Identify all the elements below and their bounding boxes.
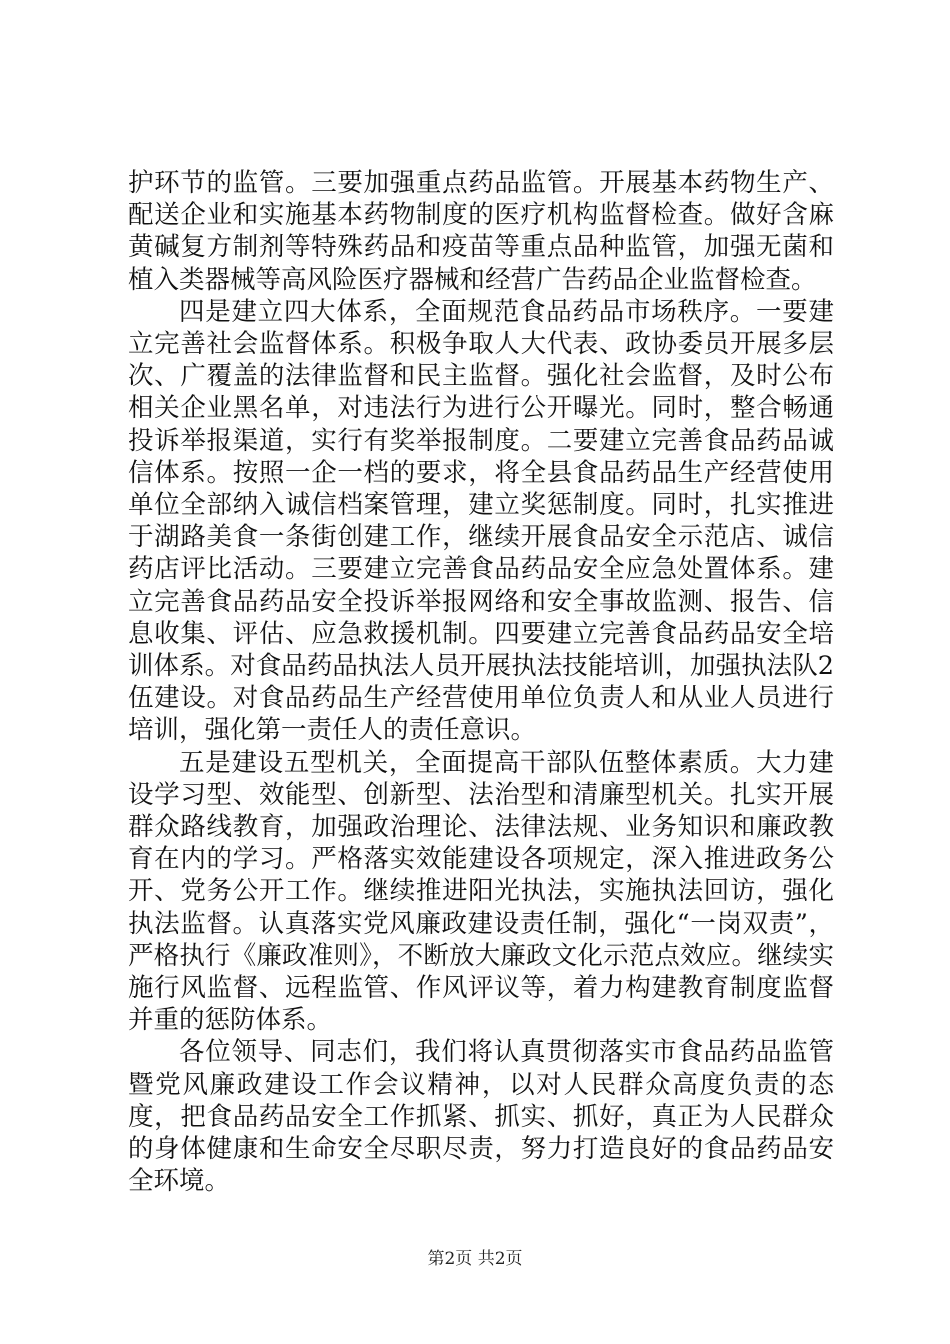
document-body [128, 167, 834, 1198]
paragraph-2: 四是建立四大体系，全面规范食品药品市场秩序。一要建立完善社会监督体系。积极争取人大代表、政协委员开展多层次、广覆盖的法律监督和民主监督。强化社会监督，及时公布相关企业黑名单，对违法行为进行公开曝光。同时，整合畅通投诉举报渠道，实行有奖举报制度。二要建立完善食品药品诚信体系。按照一企一档的要求，将全县食品药品生产经营使用单位全部纳入诚信档案管理，建立奖惩制度。同时，扎实推进于湖路美食一条街创建工作，继续开展食品安全示范店、诚信药店评比活动。三要建立完善食品药品安全应急处置体系。建立完善食品药品安全投诉举报网络和安全事故监测、报告、信息收集、评估、应急救援机制。四要建立完善食品药品安全培训体系。对食品药品执法人员开展执法技能培训，加强执法队2伍建设。对食品药品生产经营使用单位负责人和从业人员进行培训，强化第一责任人的责任意识。 [128, 296, 834, 746]
paragraph-3: 五是建设五型机关，全面提高干部队伍整体素质。大力建设学习型、效能型、创新型、法治型和清廉型机关。扎实开展群众路线教育，加强政治理论、法律法规、业务知识和廉政教育在内的学习。严格落实效能建设各项规定，深入推进政务公开、党务公开工作。继续推进阳光执法，实施执法回访，强化执法监督。认真落实党风廉政建设责任制，强化“一岗双责”，严格执行《廉政准则》，不断放大廉政文化示范点效应。继续实施行风监督、远程监管、作风评议等，着力构建教育制度监督并重的惩防体系。 [128, 747, 834, 1036]
page-footer: 第2页 共2页 [427, 1249, 523, 1269]
paragraph-1: 护环节的监管。三要加强重点药品监管。开展基本药物生产、配送企业和实施基本药物制度的医疗机构监督检查。做好含麻黄碱复方制剂等特殊药品和疫苗等重点品种监管，加强无菌和植入类器械等高风险医疗器械和经营广告药品企业监督检查。 [128, 168, 834, 295]
paragraph-4: 各位领导、同志们，我们将认真贯彻落实市食品药品监管暨党风廉政建设工作会议精神，以对人民群众高度负责的态度，把食品药品安全工作抓紧、抓实、抓好，真正为人民群众的身体健康和生命安全尽职尽责，努力打造良好的食品药品安全环境。 [128, 1037, 834, 1197]
